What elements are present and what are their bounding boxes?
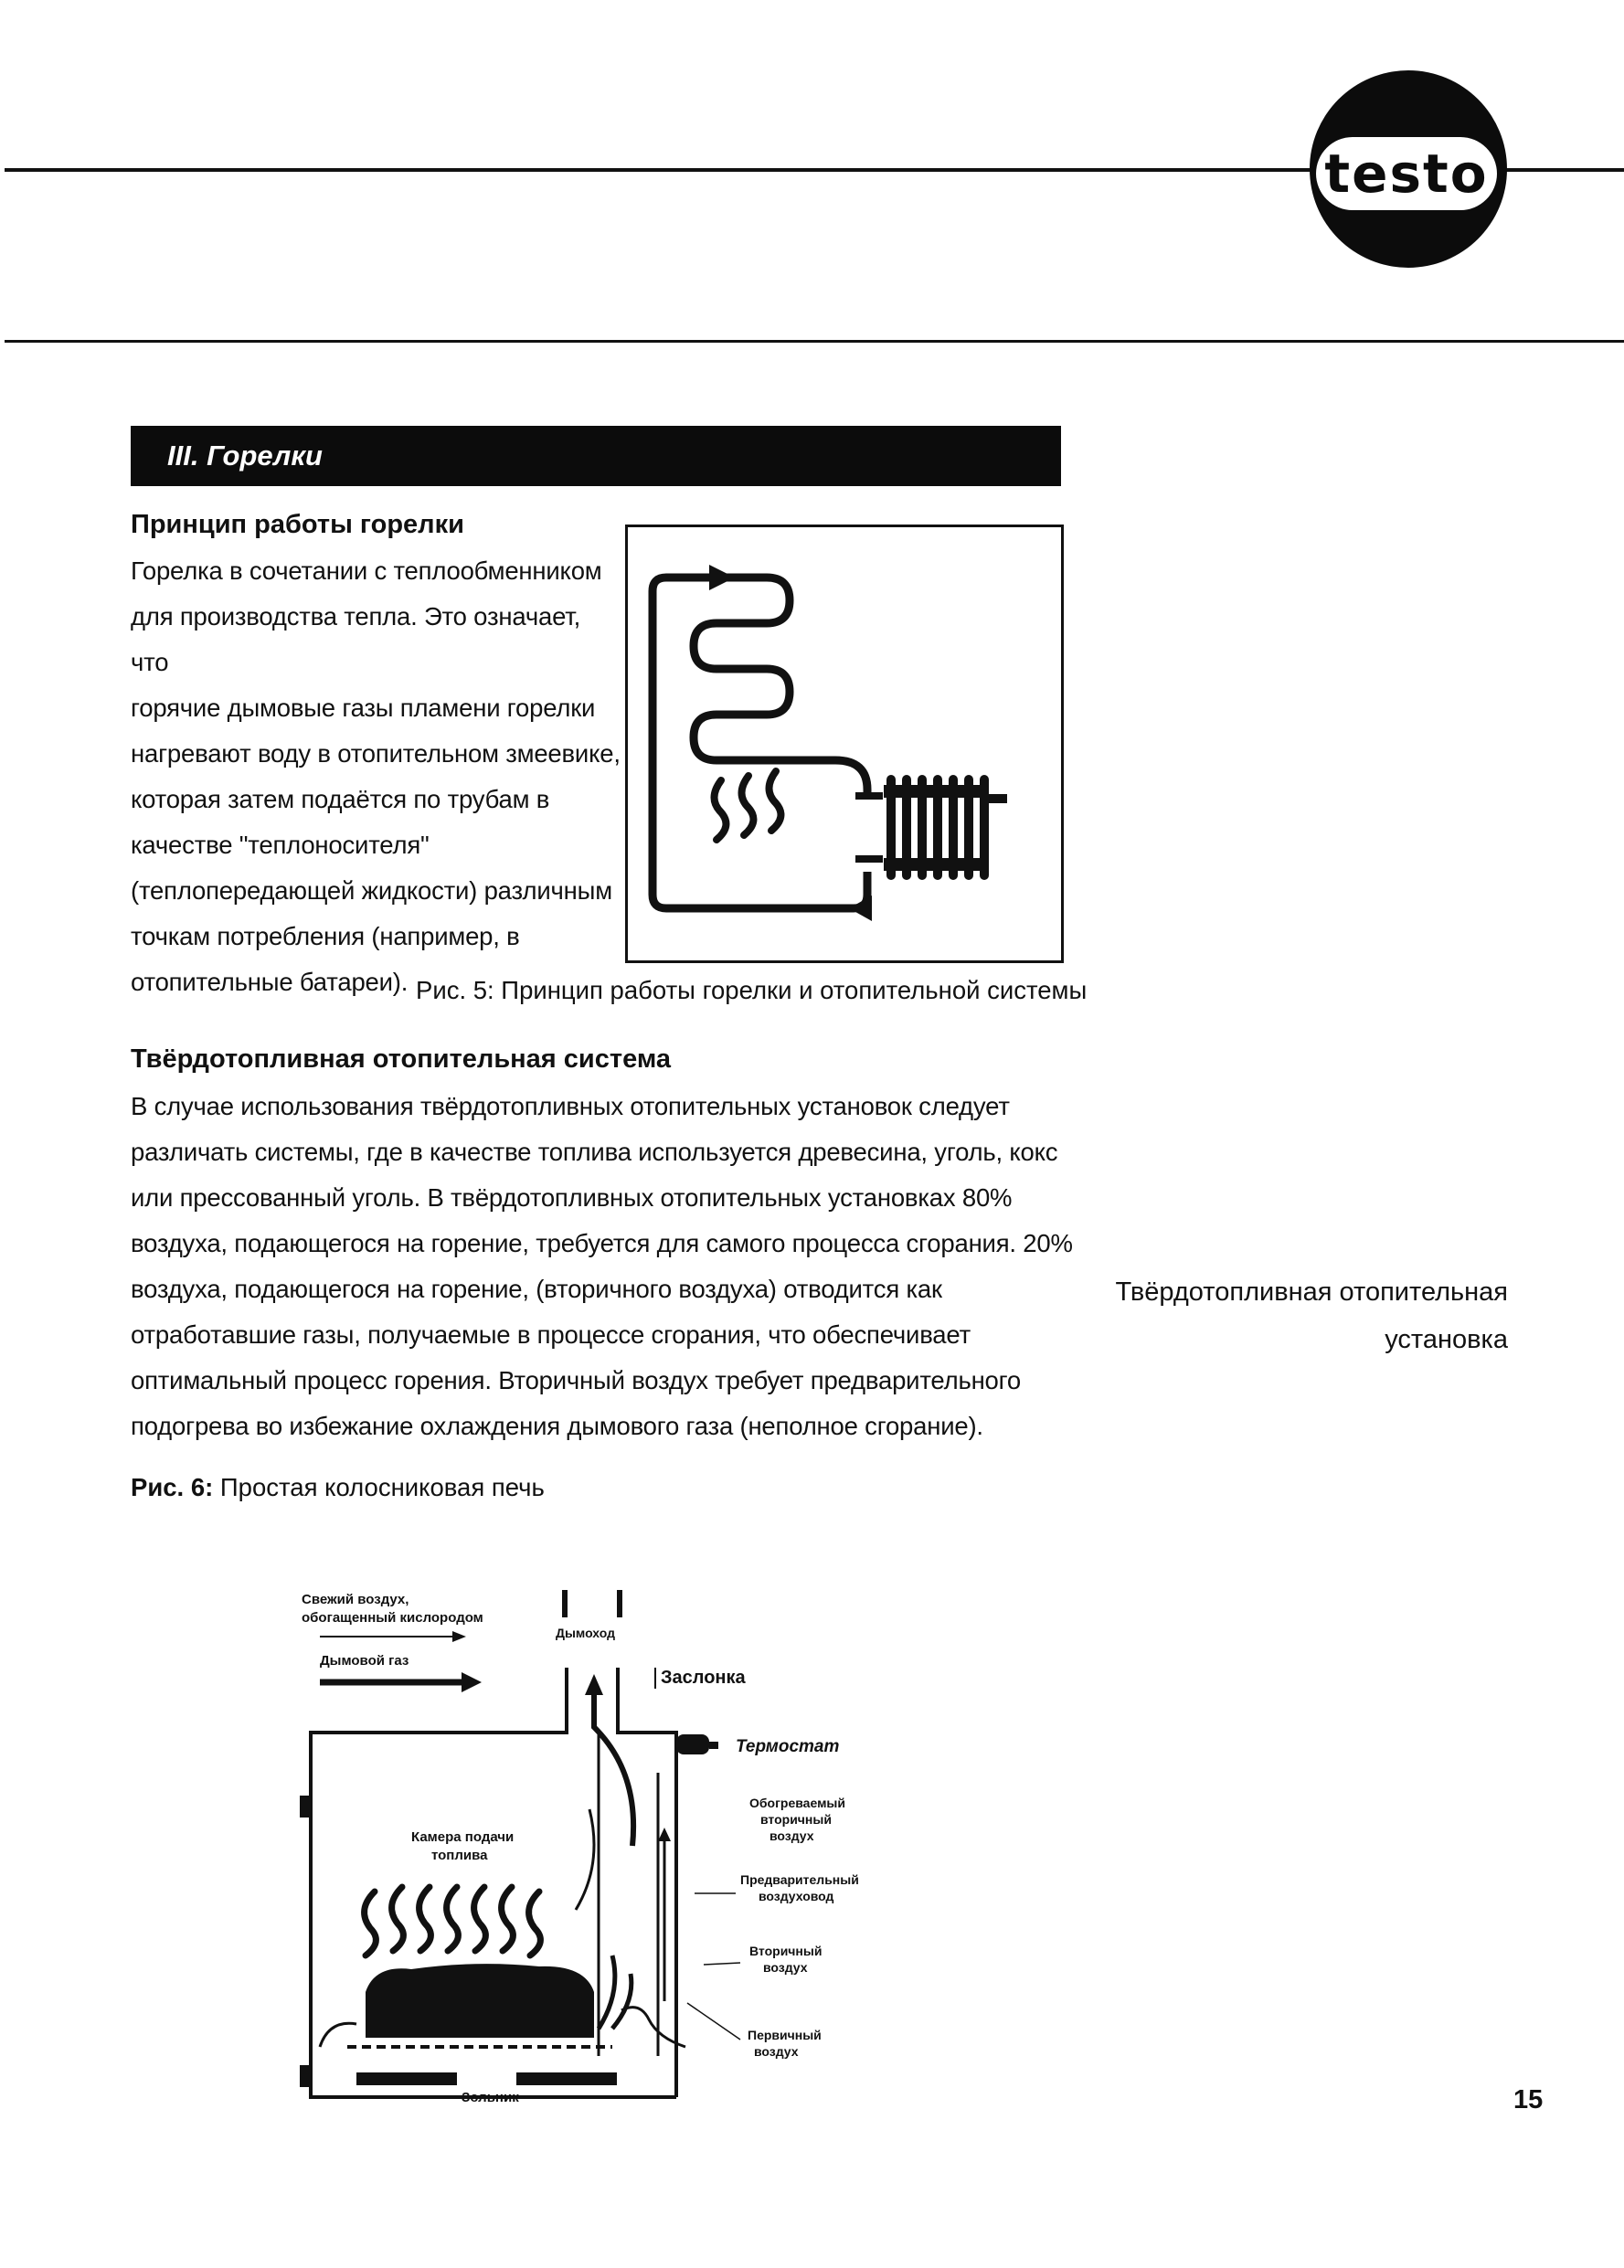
primary-air-label-line1: Первичный: [748, 2028, 822, 2042]
principle-line: (теплопередающей жидкости) различным: [131, 876, 612, 905]
margin-note-line: Твёрдотопливная отопительная: [1115, 1277, 1508, 1307]
solid-fuel-line: подогрева во избежание охлаждения дымового газа (неполное сгорание).: [131, 1412, 983, 1440]
margin-note: [1078, 1268, 1508, 1363]
figure-6-caption: [131, 1471, 545, 1504]
primary-air-curve-left: [320, 2023, 356, 2047]
principle-heading: Принцип работы горелки: [131, 510, 464, 539]
solid-fuel-line: воздуха, подающегося на горение, (вторичного воздуха) отводится как: [131, 1275, 942, 1303]
damper-label: Заслонка: [661, 1668, 746, 1688]
primary-air-leader: [687, 2003, 740, 2040]
figure-6-caption-prefix: Рис. 6:: [131, 1473, 214, 1501]
rising-flue-arrow-head: [585, 1674, 603, 1695]
secondary-air-label-line2: воздух: [763, 1960, 808, 1975]
ash-pit-bar-right: [516, 2072, 617, 2085]
solid-fuel-line: различать системы, где в качестве топлива используется древесина, уголь, кокс: [131, 1138, 1058, 1166]
legend-flue-gas: Дымовой газ: [320, 1653, 409, 1669]
thermostat-icon: [676, 1734, 709, 1754]
principle-line: горячие дымовые газы пламени горелки: [131, 694, 596, 722]
ash-pit-label: Зольник: [462, 2090, 519, 2105]
grate-furnace-diagram: [292, 1572, 950, 2120]
header-divider: [5, 340, 1624, 343]
principle-line: точкам потребления (например, в: [131, 922, 520, 950]
secondary-up-arrow-head: [658, 1828, 671, 1841]
solid-fuel-paragraph: [131, 1084, 1081, 1449]
page-number: 15: [1513, 2085, 1544, 2114]
door-handle-top: [300, 1796, 311, 1818]
chimney-right-wall: [618, 1668, 676, 2097]
flue-gas-arrow-head: [462, 1672, 482, 1692]
solid-fuel-heading: Твёрдотопливная отопительная система: [131, 1044, 672, 1074]
fuel-bed: [366, 1964, 594, 2038]
solid-fuel-line: отработавшие газы, получаемые в процессе сгорания, что обеспечивает: [131, 1320, 971, 1349]
solid-fuel-line: оптимальный процесс горения. Вторичный воздух требует предварительного: [131, 1366, 1021, 1394]
chimney-label: Дымоход: [556, 1626, 615, 1640]
primary-air-label-line2: воздух: [754, 2044, 799, 2059]
curve-arrow-2: [576, 1809, 594, 1910]
chimney-mark-right: [617, 1590, 622, 1617]
thermostat-stem: [709, 1742, 718, 1749]
figure-5-caption: Рис. 5: Принцип работы горелки и отопительной системы: [416, 976, 1088, 1004]
principle-line: Горелка в сочетании с теплообменником: [131, 556, 602, 585]
principle-line: для производства тепла. Это означает, что: [131, 602, 581, 676]
figure-6-caption-text: Простая колосниковая печь: [213, 1473, 545, 1501]
solid-fuel-line: или прессованный уголь. В твёрдотопливных отопительных установках 80%: [131, 1183, 1013, 1212]
chamber-label-line1: Камера подачи: [411, 1829, 515, 1845]
section-title: III. Горелки: [131, 426, 1061, 486]
principle-line: которая затем подаётся по трубам в: [131, 785, 550, 813]
side-flames: [599, 1955, 632, 2029]
secondary-air-leader: [704, 1963, 740, 1965]
margin-note-line: установка: [1385, 1325, 1508, 1354]
header-rule-left: [5, 168, 1319, 172]
preheat-duct-label-line1: Предварительный: [740, 1872, 859, 1887]
principle-line: качестве "теплоносителя": [131, 831, 430, 859]
chamber-label-line2: топлива: [431, 1848, 488, 1863]
principle-paragraph: [131, 548, 624, 1005]
secondary-air-label-line1: Вторичный: [749, 1944, 823, 1958]
heated-secondary-label-line3: воздух: [770, 1828, 814, 1843]
testo-logo-text: testo: [1316, 137, 1497, 210]
heated-secondary-label-line2: вторичный: [760, 1812, 832, 1827]
door-handle-bottom: [300, 2065, 311, 2087]
solid-fuel-line: В случае использования твёрдотопливных отопительных установок следует: [131, 1092, 1010, 1120]
heated-secondary-label-line1: Обогреваемый: [749, 1796, 845, 1810]
ash-pit-bar-left: [356, 2072, 457, 2085]
solid-fuel-line: воздуха, подающегося на горение, требуется для самого процесса сгорания. 20%: [131, 1229, 1073, 1257]
flames-icon: [365, 1887, 541, 1955]
fresh-air-arrow-head: [452, 1631, 466, 1642]
legend-fresh-air-line1: Свежий воздух,: [302, 1592, 409, 1607]
principle-line: нагревают воду в отопительном змеевике,: [131, 739, 621, 768]
legend-fresh-air-line2: обогащенный кислородом: [302, 1610, 483, 1626]
chimney-mark-left: [562, 1590, 568, 1617]
header-rule-right: [1499, 168, 1624, 172]
preheat-duct-label-line2: воздуховод: [759, 1889, 834, 1903]
thermostat-label: Термостат: [736, 1737, 840, 1756]
burner-principle-diagram: [625, 525, 1064, 963]
principle-line: отопительные батареи).: [131, 968, 409, 996]
